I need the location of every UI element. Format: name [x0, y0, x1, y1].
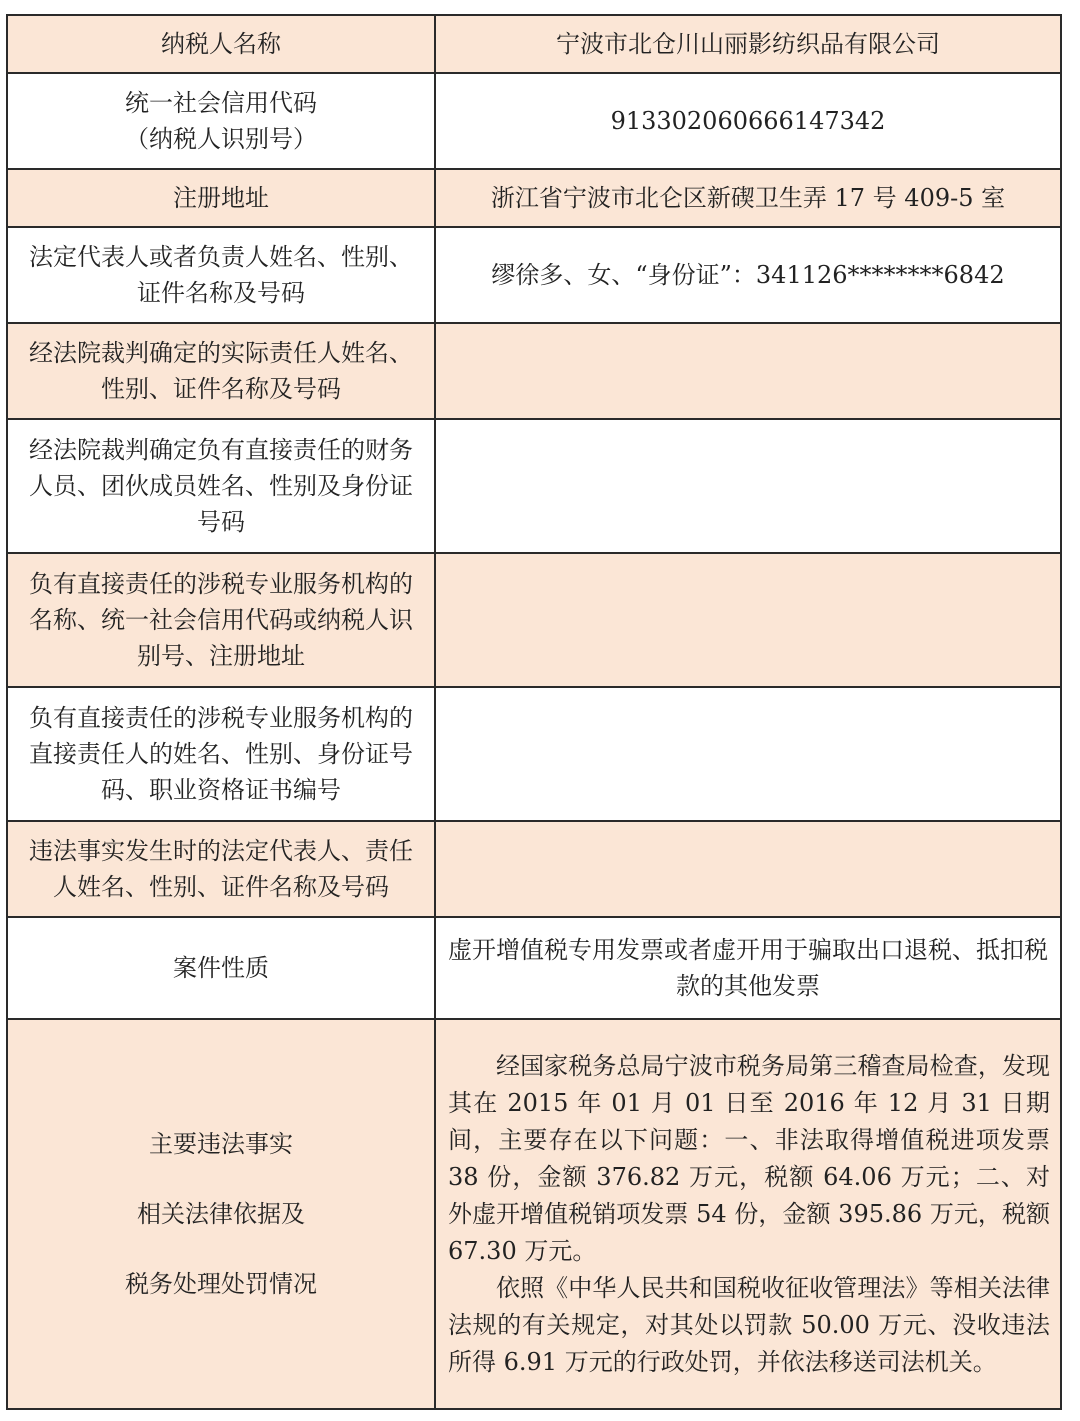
table-row: [7, 15, 1061, 73]
row-label-case-nature: 案件性质: [7, 917, 435, 1019]
row-value-actual-responsible: [435, 323, 1061, 419]
table-row: [7, 323, 1061, 419]
row-label-service-agency: 负有直接责任的涉税专业服务机构的名称、统一社会信用代码或纳税人识别号、注册地址: [7, 553, 435, 687]
row-label-address: 注册地址: [7, 169, 435, 227]
row-label-taxpayer-name: 纳税人名称: [7, 15, 435, 73]
row-value-rep-at-violation: [435, 821, 1061, 917]
row-label-actual-responsible: 经法院裁判确定的实际责任人姓名、性别、证件名称及号码: [7, 323, 435, 419]
table-row: [7, 821, 1061, 917]
table-row: [7, 687, 1061, 821]
row-label-agency-person: 负有直接责任的涉税专业服务机构的直接责任人的姓名、性别、身份证号码、职业资格证书编号: [7, 687, 435, 821]
label-legal-basis: 相关法律依据及: [137, 1200, 305, 1228]
row-label-rep-at-violation: 违法事实发生时的法定代表人、责任人姓名、性别、证件名称及号码: [7, 821, 435, 917]
row-value-address: 浙江省宁波市北仑区新碶卫生弄 17 号 409-5 室: [435, 169, 1061, 227]
table-row: [7, 419, 1061, 553]
facts-paragraph-2: 依照《中华人民共和国税收征收管理法》等相关法律法规的有关规定，对其处以罚款 50.00 万元、没收违法所得 6.91 万元的行政处罚，并依法移送司法机关。: [448, 1273, 1050, 1376]
row-value-case-nature: 虚开增值税专用发票或者虚开用于骗取出口退税、抵扣税款的其他发票: [435, 917, 1061, 1019]
table-row: [7, 553, 1061, 687]
table-row: [7, 917, 1061, 1019]
row-value-legal-rep: 缪徐多、女、“身份证”：341126********6842: [435, 227, 1061, 323]
tax-violation-document: [6, 14, 1062, 1410]
table-row: [7, 73, 1061, 169]
row-label-legal-rep: 法定代表人或者负责人姓名、性别、证件名称及号码: [7, 227, 435, 323]
table-row: [7, 1019, 1061, 1409]
table-row: [7, 169, 1061, 227]
row-value-main-facts: [435, 1019, 1061, 1409]
row-value-taxpayer-name: 宁波市北仓川山丽影纺织品有限公司: [435, 15, 1061, 73]
row-value-service-agency: [435, 553, 1061, 687]
row-value-credit-code: 91330206066614734​2: [435, 73, 1061, 169]
label-penalty: 税务处理处罚情况: [125, 1270, 317, 1298]
row-label-credit-code: 统一社会信用代码 （纳税人识别号）: [7, 73, 435, 169]
label-main-facts: 主要违法事实: [149, 1130, 293, 1158]
row-value-agency-person: [435, 687, 1061, 821]
row-label-finance-staff: 经法院裁判确定负有直接责任的财务人员、团伙成员姓名、性别及身份证号码: [7, 419, 435, 553]
row-value-finance-staff: [435, 419, 1061, 553]
facts-paragraph-1: 经国家税务总局宁波市税务局第三稽查局检查，发现其在 2015 年 01 月 01 日至 2016 年 12 月 31 日期间，主要存在以下问题：一、非法取得增值税进项发票 38 份，金额 376.82 万元，税额 64.06 万元；二、对外虚开增值税销项发票 54 份，金额 395.86 万元，税额 67.30 万元。: [448, 1051, 1050, 1265]
table-row: [7, 227, 1061, 323]
row-label-main-facts: [7, 1019, 435, 1409]
info-table: [6, 14, 1062, 1410]
